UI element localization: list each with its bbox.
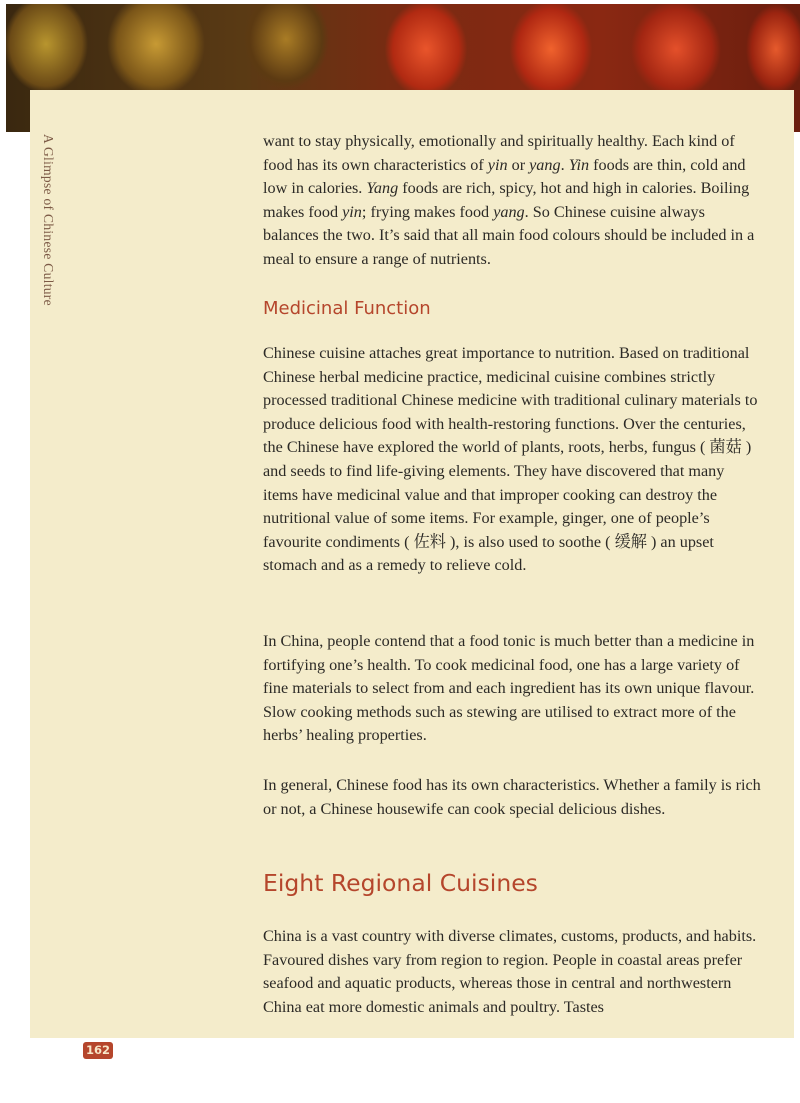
medicinal-paragraph-1: Chinese cuisine attaches great importance to nutrition. Based on traditional Chinese herbal medicine practice, medicinal cuisine combines strictly processed traditional Chinese medicine with traditional culinary materials to produce delicious food with health-restoring functions. Over the centuries, the Chinese have explored the world of plants, roots, herbs, fungus ( 菌菇 ) and seeds to find life-giving elements. They have discovered that many items have medicinal value and that improper cooking can destroy the nutritional value of some items. For example, ginger, one of people’s favourite condiments ( 佐料 ), is also used to soothe ( 缓解 ) an upset stomach and as a remedy to relieve cold. (263, 344, 758, 575)
intro-paragraph: want to stay physically, emotionally and spiritually healthy. Each kind of food has its own characteristics of yin or yang. Yin foods are thin, cold and low in calories. Yang foods are rich, spicy, hot and high in calories. Boiling makes food yin; frying makes food yang. So Chinese cuisine always balances the two. It’s said that all main food colours should be included in a meal to ensure a range of nutrients. (263, 132, 755, 268)
page-number-badge: 162 (83, 1042, 113, 1059)
running-header-vertical: A Glimpse of Chinese Culture (41, 134, 56, 306)
medicinal-paragraph-2: In China, people contend that a food tonic is much better than a medicine in fortifying one’s health. To cook medicinal food, one has a large variety of fine materials to select from and each ingredient has its own unique flavour. Slow cooking methods such as stewing are utilised to extract more of the herbs’ healing properties. (263, 632, 755, 745)
medicinal-section-3 (263, 774, 763, 821)
regional-section (263, 925, 763, 1019)
medicinal-section-2 (263, 630, 763, 748)
regional-paragraph-1: China is a vast country with diverse climates, customs, products, and habits. Favoured dishes vary from region to region. People in coastal areas prefer seafood and aquatic products, whereas those in central and northwestern China eat more domestic animals and poultry. Tastes (263, 927, 757, 1016)
intro-section (263, 130, 763, 271)
medicinal-function-heading: Medicinal Function (263, 298, 431, 319)
eight-regional-cuisines-heading: Eight Regional Cuisines (263, 869, 538, 897)
medicinal-section (263, 342, 763, 578)
medicinal-paragraph-3: In general, Chinese food has its own characteristics. Whether a family is rich or not, a Chinese housewife can cook special delicious dishes. (263, 776, 761, 818)
